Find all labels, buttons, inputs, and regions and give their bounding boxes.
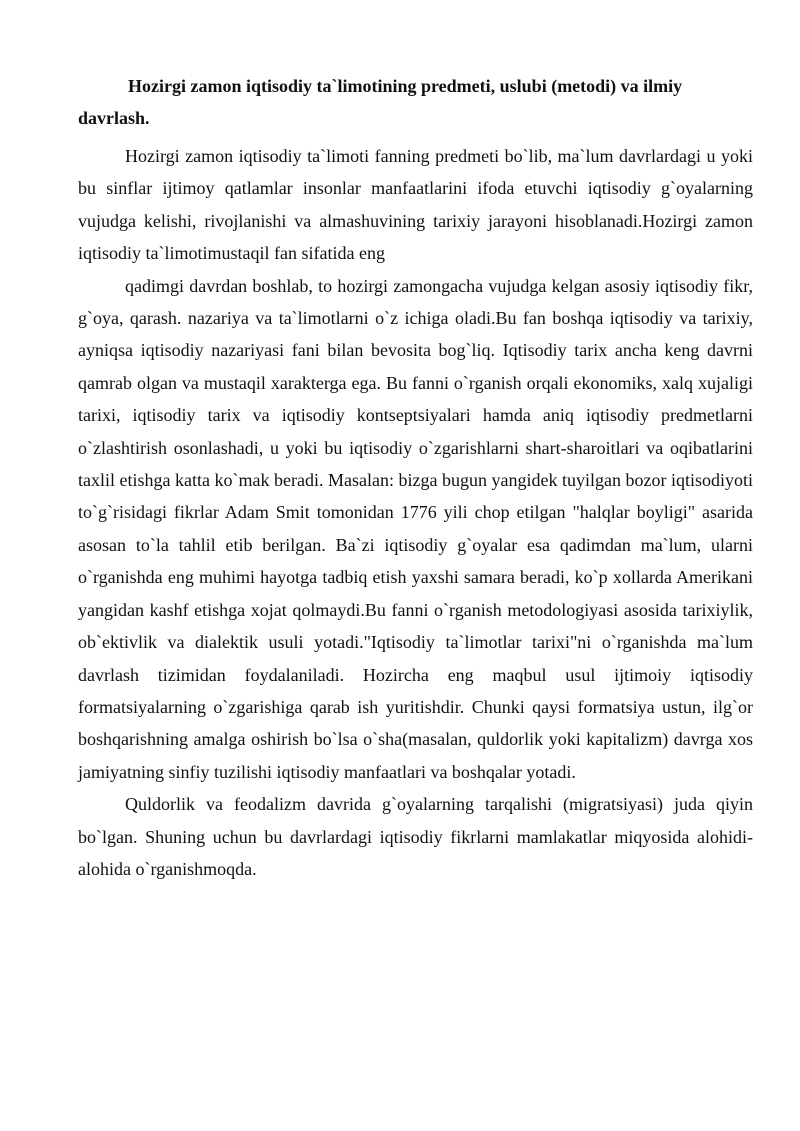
paragraph-1: Hozirgi zamon iqtisodiy ta`limoti fanning predmeti bo`lib, ma`lum davrlardagi u yoki bu sinflar ijtimoy qatlamlar insonlar manfaatlarini ifoda etuvchi iqtisodiy g`oyalarning vujudga kelishi, rivojlanishi va almashuvining tarixiy jarayoni hisoblanadi.Hozirgi zamon iqtisodiy ta`limotimustaqil fan sifatida eng: [78, 146, 753, 264]
paragraph-3: Quldorlik va feodalizm davrida g`oyalarning tarqalishi (migratsiyasi) juda qiyin bo`lgan. Shuning uchun bu davrlardagi iqtisodiy fikrlarni mamlakatlar miqyosida alohidi-alohida o`rganishmoqda.: [78, 794, 753, 879]
paragraph-2: qadimgi davrdan boshlab, to hozirgi zamongacha vujudga kelgan asosiy iqtisodiy fikr, g`oya, qarash. nazariya va ta`limotlarni o`z ichiga oladi.Bu fan boshqa iqtisodiy va tarixiy, ayniqsa iqtisodiy nazariyasi fani bilan bevosita bog`liq. Iqtisodiy tarix ancha keng davrni qamrab olgan va mustaqil xarakterga ega. Bu fanni o`rganish orqali ekonomiks, xalq xujaligi tarixi, iqtisodiy tarix va iqtisodiy kontseptsiyalari hamda aniq iqtisodiy predmetlarni o`zlashtirish osonlashadi, u yoki bu iqtisodiy o`zgarishlarni shart-sharoitlari va oqibatlarini taxlil etishga katta ko`mak beradi. Masalan: bizga bugun yangidek tuyilgan bozor iqtisodiyoti to`g`risidagi fikrlar Adam Smit tomonidan 1776 yili chop etilgan "halqlar boyligi" asarida asosan to`la tahlil etib berilgan. Ba`zi iqtisodiy g`oyalar esa qadimdan ma`lum, ularni o`rganishda eng muhimi hayotga tadbiq etish yaxshi samara beradi, ko`p xollarda Amerikani yangidan kashf etishga xojat qolmaydi.Bu fanni o`rganish metodologiyasi asosida tarixiylik, ob`ektivlik va dialektik usuli yotadi."Iqtisodiy ta`limotlar tarixi"ni o`rganishda ma`lum davrlash tizimidan foydalaniladi. Hozircha eng maqbul usul ijtimoiy iqtisodiy formatsiyalarning o`zgarishiga qarab ish yuritishdir. Chunki qaysi formatsiya ustun, ilg`or boshqarishning amalga oshirish bo`lsa o`sha(masalan, quldorlik yoki kapitalizm) davrga xos jamiyatning sinfiy tuzilishi iqtisodiy manfaatlari va boshqalar yotadi.: [78, 275, 753, 782]
document-page: [78, 70, 753, 885]
document-title: Hozirgi zamon iqtisodiy ta`limotining predmeti, uslubi (metodi) va ilmiy davrlash.: [78, 76, 683, 128]
